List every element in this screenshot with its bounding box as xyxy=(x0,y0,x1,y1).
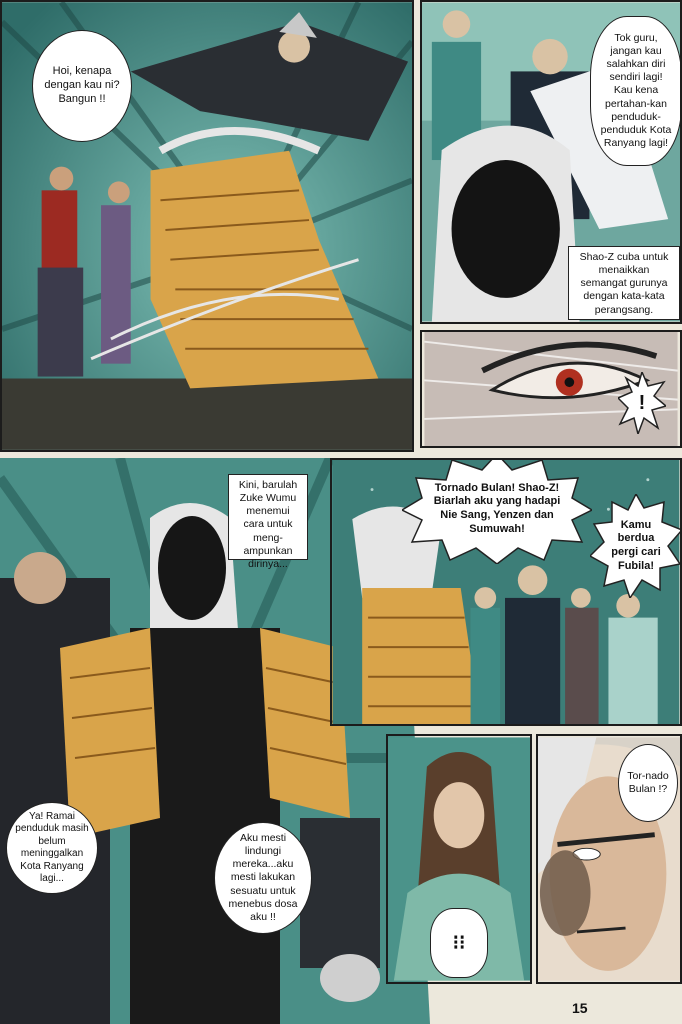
shout-text-tornado-bulan: Tornado Bulan! Shao-Z! Biarlah aku yang hadapi Nie Sang, Yenzen dan Sumuwah! xyxy=(433,481,561,535)
shout-text-kamu-berdua: Kamu berdua pergi cari Fubila! xyxy=(611,518,661,572)
caption-shao-z: Shao-Z cuba untuk menaikkan semangat gurunya dengan kata-kata perangsang. xyxy=(568,246,680,320)
silent-bubble: ⁝⁝ xyxy=(430,908,488,978)
page-number: 15 xyxy=(572,1000,588,1016)
panel-5 xyxy=(330,458,682,726)
shout-burst-kamu-berdua xyxy=(590,494,682,598)
speech-bubble-tok-guru: Tok guru, jangan kau salahkan diri sendiri lagi! Kau kena pertahan-kan penduduk-penduduk Kota Ranyang lagi! xyxy=(590,16,682,166)
panel-2 xyxy=(420,0,682,324)
panel-3 xyxy=(420,330,682,448)
speech-bubble-aku-mesti: Aku mesti lindungi mereka...aku mesti lakukan sesuatu untuk menebus dosa aku !! xyxy=(214,822,312,934)
exclaim-text: ! xyxy=(638,391,646,414)
panel-7 xyxy=(536,734,682,984)
shout-burst-tornado-bulan xyxy=(402,458,592,564)
speech-bubble-tornado-bulan-question: Tor-nado Bulan !? xyxy=(618,744,678,822)
panel-1 xyxy=(0,0,414,452)
caption-zuke-wumu: Kini, barulah Zuke Wumu menemui cara untuk meng-ampunkan dirinya... xyxy=(228,474,308,560)
exclaim-burst xyxy=(618,372,666,434)
panel-6 xyxy=(386,734,532,984)
speech-bubble-ramai-penduduk: Ya! Ramai penduduk masih belum meninggalkan Kota Ranyang lagi... xyxy=(6,802,98,894)
speech-bubble-hoi: Hoi, kenapa dengan kau ni? Bangun !! xyxy=(32,30,132,142)
